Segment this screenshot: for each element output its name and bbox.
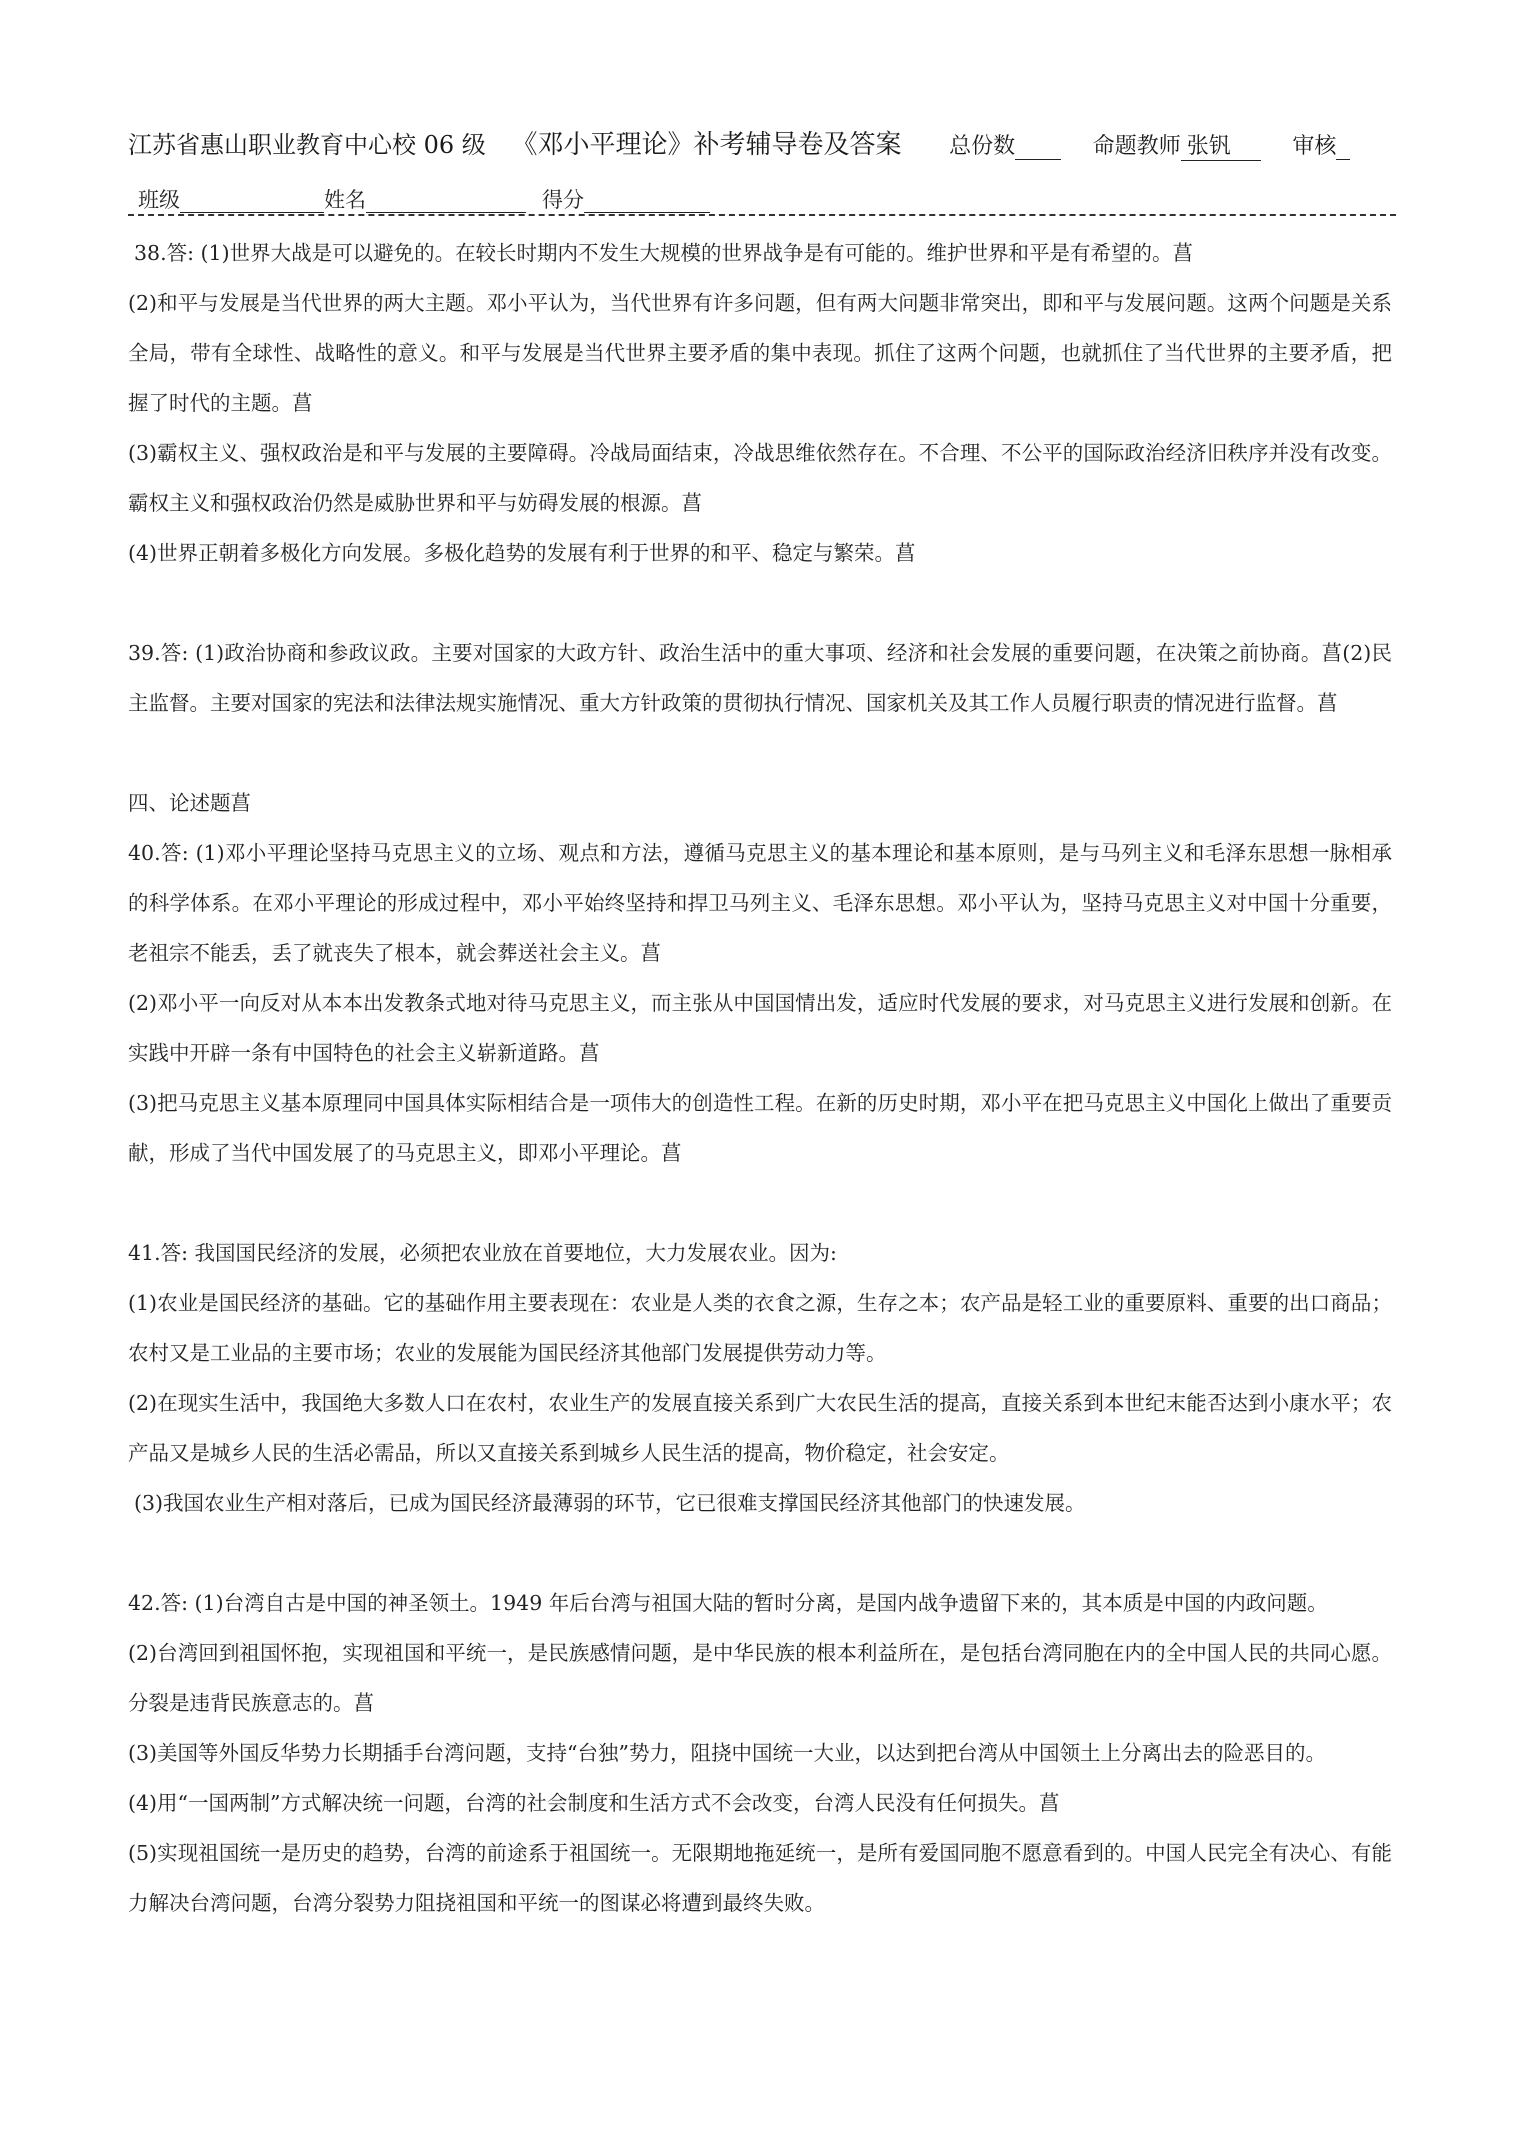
answer-paragraph: 41.答: 我国国民经济的发展，必须把农业放在首要地位，大力发展农业。因为: (128, 1241, 837, 1265)
answer-42 (128, 1578, 1392, 1928)
school-name: 江苏省惠山职业教育中心校 06 级 (128, 131, 486, 159)
name-blank (366, 188, 526, 213)
section-title: 四、论述题菖 (128, 791, 251, 815)
answer-paragraph: (4)世界正朝着多极化方向发展。多极化趋势的发展有利于世界的和平、稳定与繁荣。菖 (128, 541, 916, 565)
total-copies-label: 总份数 (949, 134, 1016, 159)
answer-paragraph: 38.答: (1)世界大战是可以避免的。在较长时期内不发生大规模的世界战争是有可能的。维护世界和平是有希望的。菖 (134, 241, 1194, 265)
answer-paragraph: (3)霸权主义、强权政治是和平与发展的主要障碍。冷战局面结束，冷战思维依然存在。不合理、不公平的国际政治经济旧秩序并没有改变。霸权主义和强权政治仍然是威胁世界和平与妨碍发展的根源。菖 (128, 441, 1392, 515)
answer-39 (128, 628, 1392, 728)
answer-38 (128, 228, 1392, 578)
dashed-divider (128, 214, 1396, 216)
total-copies (949, 129, 1061, 160)
review-blank (1336, 134, 1350, 160)
class-label: 班级 (138, 188, 180, 212)
answer-paragraph: (2)邓小平一向反对从本本出发教条式地对待马克思主义，而主张从中国国情出发，适应时代发展的要求，对马克思主义进行发展和创新。在实践中开辟一条有中国特色的社会主义崭新道路。菖 (128, 991, 1392, 1065)
answer-content (128, 228, 1392, 1928)
answer-paragraph: (3)美国等外国反华势力长期插手台湾问题，支持“台独”势力，阻挠中国统一大业，以达到把台湾从中国领土上分离出去的险恶目的。 (128, 1741, 1326, 1765)
answer-paragraph: (3)把马克思主义基本原理同中国具体实际相结合是一项伟大的创造性工程。在新的历史时期，邓小平在把马克思主义中国化上做出了重要贡献，形成了当代中国发展了的马克思主义，即邓小平理论。菖 (128, 1091, 1392, 1165)
answer-paragraph: (3)我国农业生产相对落后，已成为国民经济最薄弱的环节，它已很难支撑国民经济其他部门的快速发展。 (134, 1491, 1086, 1515)
teacher-name: 张钒 (1181, 129, 1261, 161)
answer-paragraph: (1)农业是国民经济的基础。它的基础作用主要表现在：农业是人类的衣食之源，生存之本；农产品是轻工业的重要原料、重要的出口商品；农村又是工业品的主要市场；农业的发展能为国民经济其他部门发展提供劳动力等。 (128, 1291, 1392, 1365)
answer-paragraph: (2)和平与发展是当代世界的两大主题。邓小平认为，当代世界有许多问题，但有两大问题非常突出，即和平与发展问题。这两个问题是关系全局，带有全球性、战略性的意义。和平与发展是当代世界主要矛盾的集中表现。抓住了这两个问题，也就抓住了当代世界的主要矛盾，把握了时代的主题。菖 (128, 291, 1392, 415)
spacer (128, 1178, 1392, 1228)
score-blank (584, 188, 710, 213)
review-field (1292, 129, 1350, 160)
answer-paragraph: 42.答: (1)台湾自古是中国的神圣领土。1949 年后台湾与祖国大陆的暂时分离，是国内战争遗留下来的，其本质是中国的内政问题。 (128, 1591, 1328, 1615)
review-label: 审核 (1292, 134, 1337, 159)
answer-paragraph: (2)在现实生活中，我国绝大多数人口在农村，农业生产的发展直接关系到广大农民生活的提高，直接关系到本世纪末能否达到小康水平；农产品又是城乡人民的生活必需品，所以又直接关系到城乡人民生活的提高，物价稳定，社会安定。 (128, 1391, 1392, 1465)
class-blank (180, 188, 324, 213)
teacher-label: 命题教师 (1092, 134, 1181, 159)
total-copies-blank (1015, 134, 1061, 160)
answer-40 (128, 828, 1392, 1178)
student-info-line (138, 184, 710, 214)
name-label: 姓名 (324, 188, 366, 212)
answer-41 (128, 1228, 1392, 1528)
spacer (128, 578, 1392, 628)
answer-paragraph: (5)实现祖国统一是历史的趋势，台湾的前途系于祖国统一。无限期地拖延统一，是所有爱国同胞不愿意看到的。中国人民完全有决心、有能力解决台湾问题，台湾分裂势力阻挠祖国和平统一的图谋必将遭到最终失败。 (128, 1841, 1392, 1915)
answer-paragraph: 40.答: (1)邓小平理论坚持马克思主义的立场、观点和方法，遵循马克思主义的基本理论和基本原则，是与马列主义和毛泽东思想一脉相承的科学体系。在邓小平理论的形成过程中，邓小平始终坚持和捍卫马列主义、毛泽东思想。邓小平认为，坚持马克思主义对中国十分重要，老祖宗不能丢，丢了就丧失了根本，就会葬送社会主义。菖 (128, 841, 1392, 965)
exam-header (128, 124, 1408, 161)
teacher-field (1093, 129, 1261, 161)
score-label: 得分 (542, 188, 584, 212)
spacer (128, 728, 1392, 778)
answer-paragraph: (4)用“一国两制”方式解决统一问题，台湾的社会制度和生活方式不会改变，台湾人民没有任何损失。菖 (128, 1791, 1060, 1815)
spacer (128, 1528, 1392, 1578)
answer-paragraph: (2)台湾回到祖国怀抱，实现祖国和平统一，是民族感情问题，是中华民族的根本利益所在，是包括台湾同胞在内的全中国人民的共同心愿。分裂是违背民族意志的。菖 (128, 1641, 1392, 1715)
exam-title: 《邓小平理论》补考辅导卷及答案 (511, 130, 902, 160)
answer-paragraph: 39.答: (1)政治协商和参政议政。主要对国家的大政方针、政治生活中的重大事项、经济和社会发展的重要问题，在决策之前协商。菖(2)民主监督。主要对国家的宪法和法律法规实施情况、重大方针政策的贯彻执行情况、国家机关及其工作人员履行职责的情况进行监督。菖 (128, 641, 1392, 715)
